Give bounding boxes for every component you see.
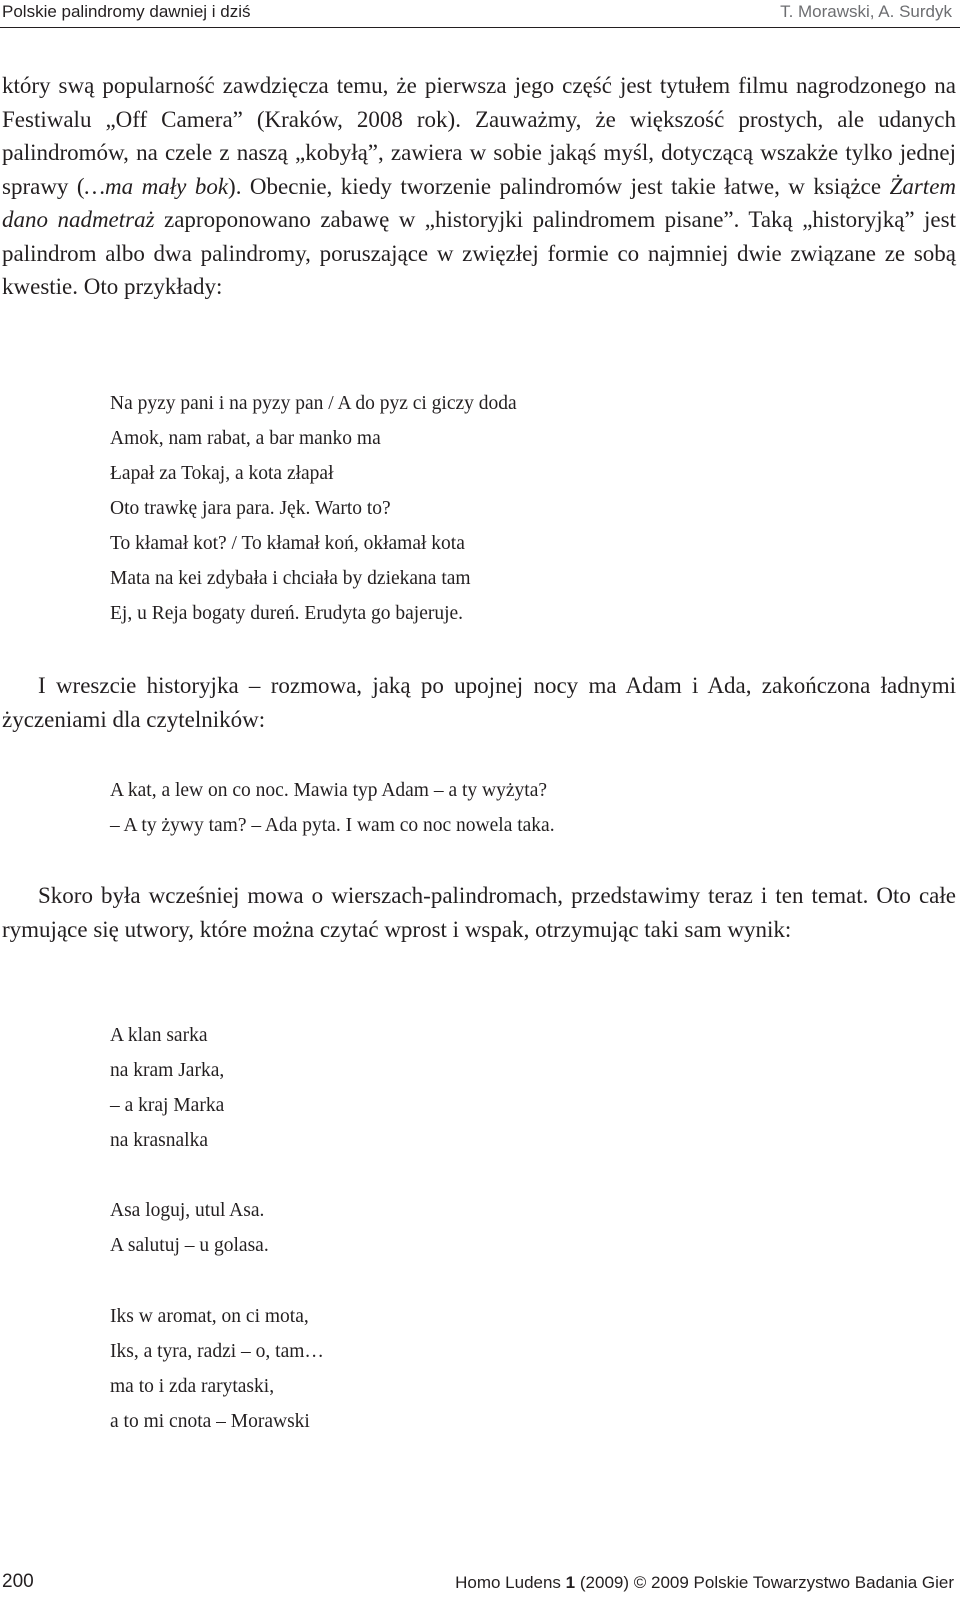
paragraph-1-text: ). Obecnie, kiedy tworzenie palindromów jest takie łatwe, w książce (228, 173, 890, 199)
journal-issue: 1 (565, 1573, 576, 1592)
poem-line: – a kraj Marka (110, 1095, 225, 1116)
example-line: Ej, u Reja bogaty dureń. Erudyta go bajeruje. (110, 603, 464, 624)
poem-line: na krasnalka (110, 1130, 208, 1151)
paragraph-3: Skoro była wcześniej mowa o wierszach-palindromach, przedstawimy teraz i ten temat. Oto całe rymujące się utwory, które można czytać wprost i wspak, otrzymując taki sam wynik: (2, 883, 956, 942)
header-title: Polskie palindromy dawniej i dziś (2, 2, 251, 21)
example-line: Łapał za Tokaj, a kota złapał (110, 463, 334, 484)
paragraph-1-text: zaproponowano zabawę w „historyjki palindromem pisane”. Taką „historyjką” jest palindrom albo dwa palindromy, poruszające w zwięzłej formie co najmniej dwie związane ze sobą kwestie. Oto przykłady: (2, 207, 956, 299)
poem-line: A klan sarka (110, 1025, 208, 1046)
dialogue-line: A kat, a lew on co noc. Mawia typ Adam – a ty wyżyta? (110, 780, 548, 801)
book-title: Żartem dano nadmetraż (2, 173, 957, 232)
journal-copyright: (2009) © 2009 Polskie Towarzystwo Badania Gier (579, 1573, 954, 1592)
poem-line: na kram Jarka, (110, 1060, 225, 1081)
poem-line: Iks, a tyra, radzi – o, tam… (110, 1341, 324, 1362)
example-line: Oto trawkę jara para. Jęk. Warto to? (110, 498, 391, 519)
italic-phrase: …ma mały bok (84, 173, 229, 199)
paragraph-1 (2, 69, 956, 304)
running-header (0, 0, 960, 28)
page-footer (0, 1571, 960, 1598)
example-line: Na pyzy pani i na pyzy pan / A do pyz ci giczy doda (110, 393, 517, 414)
header-divider (0, 27, 960, 28)
poem-line: Iks w aromat, on ci mota, (110, 1306, 309, 1327)
poem-line: ma to i zda rarytaski, (110, 1376, 275, 1397)
journal-credit (455, 1573, 954, 1593)
poem-line: Asa loguj, utul Asa. (110, 1200, 265, 1221)
paragraph-1-text: który swą popularność zawdzięcza temu, że pierwsza jego część jest tytułem filmu nagrodzonego na Festiwalu „Off Camera” (Kraków, 2008 rok). Zauważmy, że większość prostych, ale udanych palindromów, na czele z naszą „kobyłą”, zawiera w sobie jakąś myśl, dotyczącą wszakże tylko jednej sprawy ( (2, 73, 956, 199)
example-line: Mata na kei zdybała i chciała by dziekana tam (110, 568, 471, 589)
journal-name: Homo Ludens (455, 1573, 561, 1592)
poem-line: A salutuj – u golasa. (110, 1235, 269, 1256)
paragraph-2: I wreszcie historyjka – rozmowa, jaką po upojnej nocy ma Adam i Ada, zakończona ładnymi życzeniami dla czytelników: (2, 673, 956, 732)
dialogue-line: – A ty żywy tam? – Ada pyta. I wam co noc nowela taka. (110, 815, 555, 836)
poem-line: a to mi cnota – Morawski (110, 1411, 310, 1432)
example-line: Amok, nam rabat, a bar manko ma (110, 428, 381, 449)
page-number: 200 (2, 1571, 34, 1592)
example-line: To kłamał kot? / To kłamał koń, okłamał kota (110, 533, 465, 554)
header-authors: T. Morawski, A. Surdyk (780, 2, 952, 21)
